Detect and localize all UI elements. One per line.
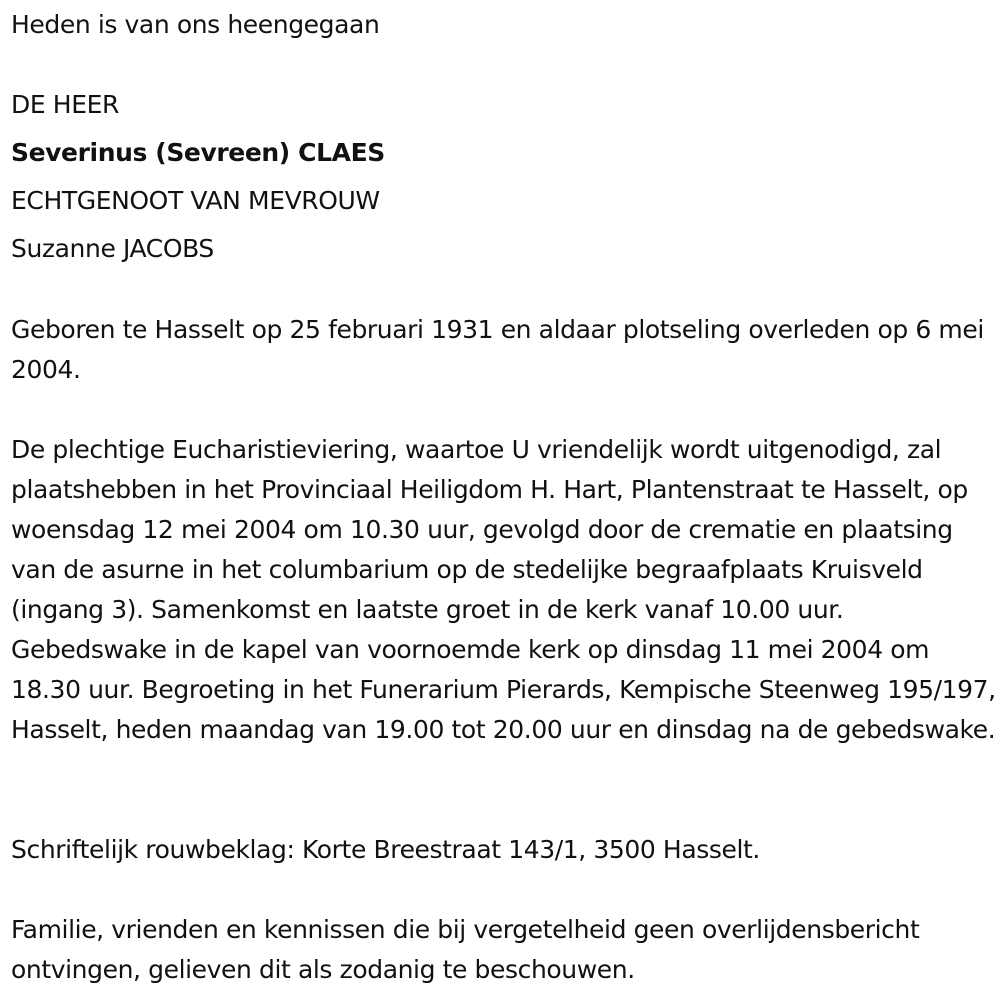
spouse-name: Suzanne JACOBS bbox=[11, 234, 214, 263]
closing-paragraph: Familie, vrienden en kennissen die bij vergetelheid geen overlijdensbericht ontvingen, gelieven dit als zodanig te beschouwen. bbox=[11, 915, 920, 984]
title-prefix: DE HEER bbox=[11, 90, 119, 119]
deceased-name: Severinus (Sevreen) CLAES bbox=[11, 138, 385, 167]
birth-death-paragraph: Geboren te Hasselt op 25 februari 1931 en aldaar plotseling overleden op 6 mei 2004. bbox=[11, 315, 984, 384]
spouse-prefix: ECHTGENOOT VAN MEVROUW bbox=[11, 186, 380, 215]
condolences-paragraph: Schriftelijk rouwbeklag: Korte Breestraat 143/1, 3500 Hasselt. bbox=[11, 835, 760, 864]
intro-text: Heden is van ons heengegaan bbox=[11, 10, 380, 39]
ceremony-paragraph: De plechtige Eucharistieviering, waartoe U vriendelijk wordt uitgenodigd, zal plaatshebben in het Provinciaal Heiligdom H. Hart, Plantenstraat te Hasselt, op woensdag 12 mei 2004 om 10.30 uur, gevolgd door de crematie en plaatsing van de asurne in het columbarium op de stedelijke begraafplaats Kruisveld (ingang 3). Samenkomst en laatste groet in de kerk vanaf 10.00 uur. Gebedswake in de kapel van voornoemde kerk op dinsdag 11 mei 2004 om 18.30 uur. Begroeting in het Funerarium Pierards, Kempische Steenweg 195/197, Hasselt, heden maandag van 19.00 tot 20.00 uur en dinsdag na de gebedswake. bbox=[11, 435, 996, 744]
